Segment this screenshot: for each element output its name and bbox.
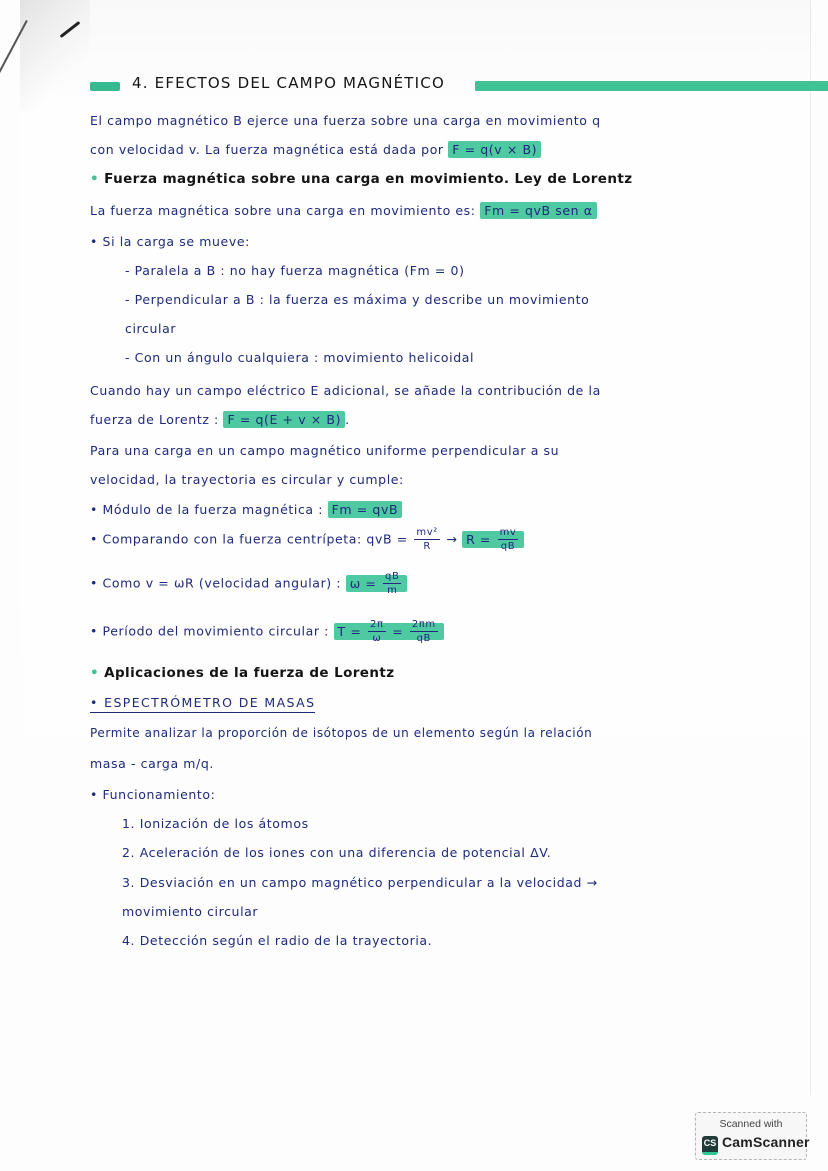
case-parallel: - Paralela a B : no hay fuerza magnética (Fm = 0) [125, 263, 465, 278]
arrow-icon: → [446, 531, 458, 547]
period-mark: . [345, 412, 350, 427]
angular-formula [346, 571, 408, 596]
step-4: 4. Detección según el radio de la trayectoria. [122, 933, 433, 948]
fraction-numerator: mv² [416, 527, 438, 538]
radius-fraction [498, 528, 519, 552]
fraction-numerator: qB [385, 571, 400, 582]
angular-lhs: ω = [349, 575, 377, 591]
electric-line-2-text: fuerza de Lorentz : [90, 412, 219, 427]
radius-formula [462, 527, 524, 552]
lorentz-heading [90, 171, 633, 187]
lorentz-magnetic-formula: F = q(v × B) [448, 141, 541, 158]
cases-intro [90, 234, 250, 249]
intro-line-1: El campo magnético B ejerce una fuerza sobre una carga en movimiento q [90, 113, 601, 128]
bullet-icon: • [90, 171, 100, 187]
period-text: • Período del movimiento circular : [90, 623, 329, 639]
camscanner-logo-icon: CS [702, 1136, 718, 1155]
case-angle: - Con un ángulo cualquiera : movimiento helicoidal [125, 350, 475, 365]
applications-heading [90, 665, 394, 681]
period-fraction-1 [368, 620, 386, 644]
centripetal-lhs: qvB = [366, 531, 408, 547]
modulus-line [90, 502, 402, 517]
cases-intro-text: Si la carga se mueve: [102, 234, 250, 249]
lorentz-definition-text: La fuerza magnética sobre una carga en movimiento es: [90, 203, 476, 218]
radius-lhs: R = [466, 531, 491, 547]
lorentz-definition [90, 203, 597, 218]
period-fraction-2 [410, 620, 438, 644]
angular-line [90, 572, 407, 596]
fraction-denominator: qB [416, 633, 432, 644]
modulus-formula: Fm = qvB [328, 501, 403, 518]
angular-text: • Como v = ωR (velocidad angular) : [90, 575, 342, 591]
section-title [90, 74, 750, 96]
angular-fraction [383, 572, 401, 596]
section-title-text: 4. EFECTOS DEL CAMPO MAGNÉTICO [132, 74, 445, 92]
functioning-label: • Funcionamiento: [90, 787, 216, 802]
period-formula [334, 619, 444, 644]
bullet-icon: • [90, 234, 103, 249]
bullet-icon: • [90, 665, 100, 681]
case-perpendicular-cont: circular [125, 321, 177, 336]
watermark-top-text: Scanned with [719, 1118, 783, 1130]
highlighter-bar-right [475, 81, 828, 91]
period-line [90, 620, 444, 644]
watermark-brand: CamScanner [722, 1134, 810, 1150]
intro-line-2 [90, 142, 541, 157]
fraction-numerator: 2π [370, 619, 384, 630]
step-1: 1. Ionización de los átomos [122, 816, 309, 831]
highlighter-bar-left [90, 82, 120, 91]
mass-spectrometer-heading-text: • ESPECTRÓMETRO DE MASAS [90, 695, 315, 713]
applications-heading-text: Aplicaciones de la fuerza de Lorentz [104, 665, 395, 681]
circular-line-1: Para una carga en un campo magnético uniforme perpendicular a su [90, 443, 560, 458]
fraction-denominator: m [387, 585, 398, 596]
intro-line-2-text: con velocidad v. La fuerza magnética está dada por [90, 142, 444, 157]
lorentz-definition-formula: Fm = qvB sen α [480, 202, 596, 219]
mass-spectrometer-heading [90, 695, 315, 710]
period-lhs: T = [337, 623, 362, 639]
electric-line-1: Cuando hay un campo eléctrico E adicional, se añade la contribución de la [90, 383, 601, 398]
circular-line-2: velocidad, la trayectoria es circular y cumple: [90, 472, 404, 487]
centripetal-text: • Comparando con la fuerza centrípeta: [90, 531, 362, 547]
fraction-denominator: qB [500, 541, 516, 552]
fraction-denominator: ω [372, 633, 382, 644]
centripetal-fraction [414, 528, 439, 552]
camscanner-watermark [695, 1112, 810, 1160]
full-lorentz-formula: F = q(E + v × B) [223, 411, 345, 428]
step-2: 2. Aceleración de los iones con una diferencia de potencial ΔV. [122, 845, 552, 860]
fraction-numerator: 2πm [411, 619, 436, 630]
spectrometer-desc-2: masa - carga m/q. [90, 756, 214, 771]
centripetal-line [90, 528, 524, 552]
fraction-denominator: R [423, 541, 431, 552]
fraction-numerator: mv [499, 527, 517, 538]
equals-sign: = [392, 623, 404, 639]
modulus-text: • Módulo de la fuerza magnética : [90, 502, 324, 517]
case-perpendicular: - Perpendicular a B : la fuerza es máxima y describe un movimiento [125, 292, 590, 307]
step-3: 3. Desviación en un campo magnético perpendicular a la velocidad → [122, 875, 598, 890]
page-fold-shadow [20, 0, 90, 110]
spectrometer-desc-1: Permite analizar la proporción de isótopos de un elemento según la relación [90, 726, 593, 740]
step-3-cont: movimiento circular [122, 904, 259, 919]
lorentz-heading-text: Fuerza magnética sobre una carga en movimiento. Ley de Lorentz [104, 171, 633, 187]
electric-line-2 [90, 412, 350, 427]
